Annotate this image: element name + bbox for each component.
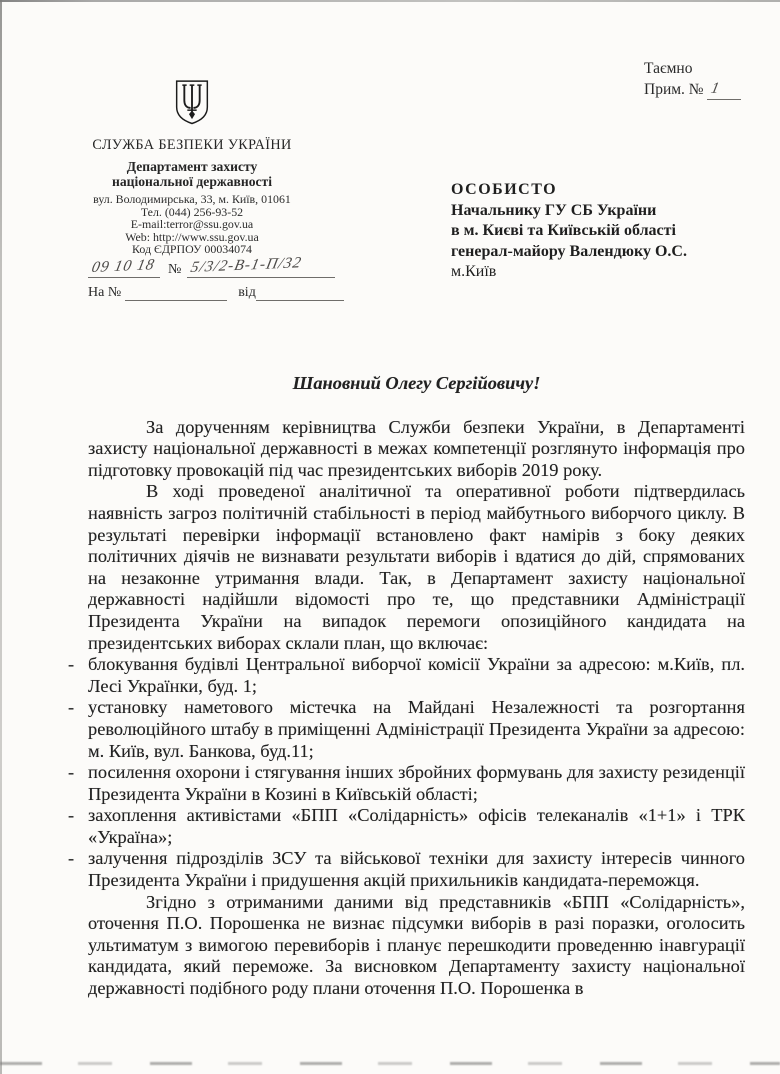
addressee-city: м.Київ [451,263,497,280]
paragraph-1: За дорученням керівництва Служби безпеки України, в Департаменті захисту національної державності в межах компетенції розглянуто інформація про підготовку провокацій під час президентських виборів 2019 року. [88,416,745,480]
personal-label: ОСОБИСТО [451,181,558,198]
reply-date-field [256,285,344,301]
handwritten-copy-number: 1 [709,79,723,98]
edrpou-line: Код ЄДРПОУ 00034074 [132,242,252,256]
paragraph-2: В ході проведеної аналітичної та оперативної роботи підтвердилась наявність загроз політичній стабільності в період майбутнього виборчого циклу. В результаті перевірки інформації встановлено факт намірів з боку деяких політичних діячів не визнавати результати виборів і вдатися до дій, спрямованих на незаконне утримання влади. Так, в Департамент захисту національної державності надійшли відомості про те, що представники Адміністрації Президента України на випадок перемоги опозиційного кандидата на президентських виборах склали план, що включає: [88,481,745,653]
classification-block [644,58,741,100]
list-marker: - [68,654,75,675]
reply-from-label: від [238,285,256,300]
list-item-text: захоплення активістами «БПП «Солідарність» офісів телеканалів «1+1» і ТРК «Україна»; [88,805,745,847]
date-field [88,256,160,278]
list-marker: - [68,848,75,869]
addressee-line-3: генерал-майору Валендюку О.С. [451,242,687,260]
number-sign: № [168,262,182,277]
reference-block [88,254,418,308]
list-item-text: блокування будівлі Центральної виборчої комісії України за адресою: м.Київ, пл. Лесі Українки, буд. 1; [88,654,745,696]
department-name-line2: національної державності [112,174,272,189]
list-item-text: установку наметового містечка на Майдані Незалежності та розгортання революційного штабу в приміщенні Адміністрації Президента України за адресою: м. Київ, вул. Банкова, буд.11; [88,697,745,761]
list-marker: - [68,697,75,718]
trident-emblem-icon [172,79,212,126]
list-item [68,697,745,762]
copy-number-row [644,79,741,100]
scan-left-edge-artifact [0,0,2,1074]
scan-top-edge-artifact [0,0,780,2]
list-item-text: посилення охорони і стягування інших збройних формувань для захисту резиденції Президента України в Козині в Київській області; [88,762,745,804]
outgoing-ref-row [88,254,418,278]
paragraph-3: Згідно з отриманими даними від представників «БПП «Солідарність», оточення П.О. Порошенка не визнає підсумки виборів в разі поразки, оголосить ультиматум з вимогою перевиборів і планує перешкодити проведенню інавгурації кандидата, який переможе. За висновком Департаменту захисту національної державності подібного роду плани оточення П.О. Порошенка в [88,891,745,999]
addressee-block [451,180,751,283]
addressee-line-2: в м. Києві та Київській області [451,222,676,239]
handwritten-date: 09 10 18 [90,256,157,277]
handwritten-ref-number: 5/3/2-В-1-П/32 [189,254,304,277]
list-marker: - [68,762,75,783]
list-item-text: залучення підрозділів ЗСУ та військової техніки для захисту інтересів чинного Президента України і придушення акцій прихильників кандидата-переможця. [88,848,745,891]
salutation: Шановний Олегу Сергійовичу! [292,373,541,393]
list-item [68,848,745,891]
web-line: Web: http://www.ssu.gov.ua [125,229,259,244]
list-item [68,654,745,697]
address-line: вул. Володимирська, 33, м. Київ, 01061 [93,192,291,206]
copy-label: Прим. № [644,81,704,98]
reply-number-field [125,285,227,301]
org-name: СЛУЖБА БЕЗПЕКИ УКРАЇНИ [92,137,292,153]
letterhead [61,79,323,256]
email-line: E-mail:terror@ssu.gov.ua [130,217,254,231]
incoming-ref-row [88,285,418,301]
scan-bottom-edge-artifact [0,1062,780,1065]
list-marker: - [68,805,75,826]
list-item [68,762,745,805]
phone-line: Тел. (044) 256-93-52 [140,204,244,219]
letter-body [68,373,745,1000]
ref-number-field [187,254,335,278]
department-name-line1: Департамент захисту [126,159,258,174]
list-item [68,805,745,848]
addressee-line-1: Начальнику ГУ СБ України [451,201,657,219]
reply-to-label: На № [88,285,122,300]
plan-list [68,654,745,892]
secrecy-label: Таємно [644,60,693,77]
copy-number-field [707,79,741,100]
